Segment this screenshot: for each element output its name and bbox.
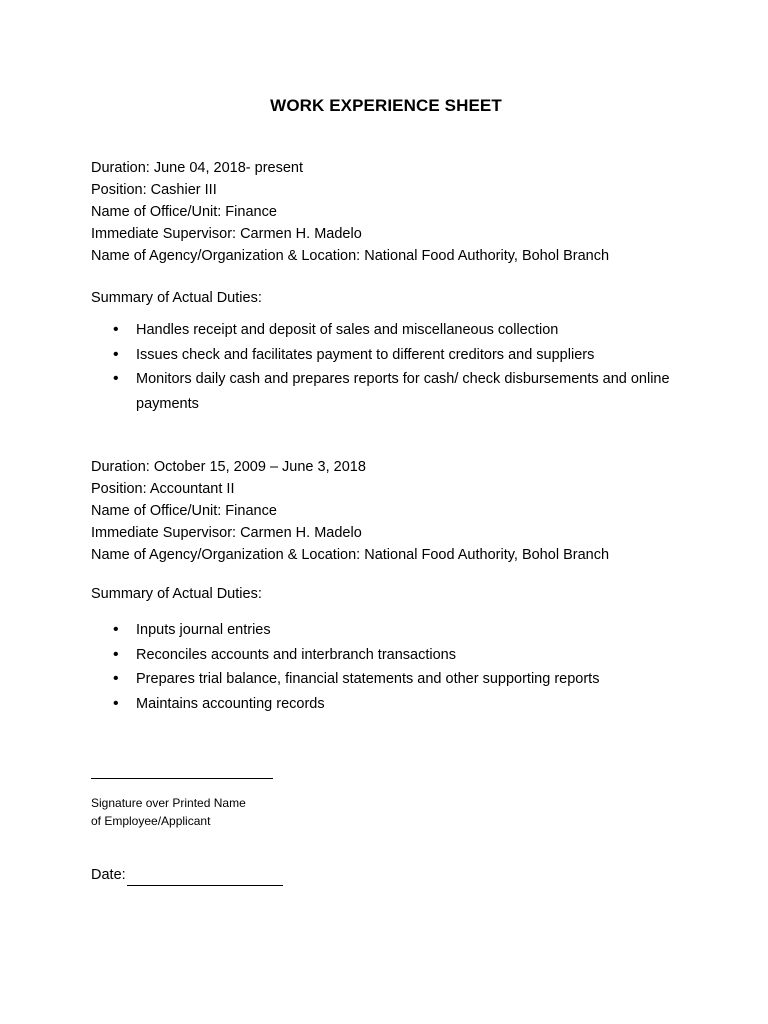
signature-caption (91, 794, 246, 830)
entry-supervisor: Immediate Supervisor: Carmen H. Madelo (91, 226, 362, 242)
list-item: • Prepares trial balance, financial statements and other supporting reports (91, 667, 691, 692)
date-label: Date: (91, 867, 126, 883)
date-row (91, 864, 283, 886)
signature-line (91, 764, 273, 779)
list-item: • Maintains accounting records (91, 692, 691, 717)
work-entry-2 (91, 456, 751, 566)
entry-agency: Name of Agency/Organization & Location: National Food Authority, Bohol Branch (91, 248, 610, 264)
document-title: WORK EXPERIENCE SHEET (270, 96, 502, 115)
entry-office: Name of Office/Unit: Finance (91, 503, 277, 519)
work-entry-1 (91, 157, 751, 267)
entry-office: Name of Office/Unit: Finance (91, 204, 277, 220)
duties-list-1 (91, 318, 691, 416)
signature-caption-line: Signature over Printed Name (91, 796, 246, 810)
summary-label-2: Summary of Actual Duties: (91, 586, 262, 602)
list-item: • Inputs journal entries (91, 618, 691, 643)
list-item: • Reconciles accounts and interbranch transactions (91, 643, 691, 668)
signature-caption-line: of Employee/Applicant (91, 814, 211, 828)
entry-position: Position: Accountant II (91, 481, 235, 497)
entry-supervisor: Immediate Supervisor: Carmen H. Madelo (91, 525, 362, 541)
entry-agency: Name of Agency/Organization & Location: National Food Authority, Bohol Branch (91, 547, 610, 563)
list-item: • Issues check and facilitates payment to different creditors and suppliers (91, 343, 691, 368)
list-item: • Monitors daily cash and prepares reports for cash/ check disbursements and online payments (91, 367, 676, 416)
entry-position: Position: Cashier III (91, 182, 217, 198)
entry-duration: Duration: June 04, 2018- present (91, 160, 303, 176)
entry-duration: Duration: October 15, 2009 – June 3, 2018 (91, 459, 366, 475)
date-blank-line (127, 869, 283, 886)
duties-list-2 (91, 618, 691, 716)
summary-label-1: Summary of Actual Duties: (91, 290, 262, 306)
list-item: • Handles receipt and deposit of sales and miscellaneous collection (91, 318, 691, 343)
